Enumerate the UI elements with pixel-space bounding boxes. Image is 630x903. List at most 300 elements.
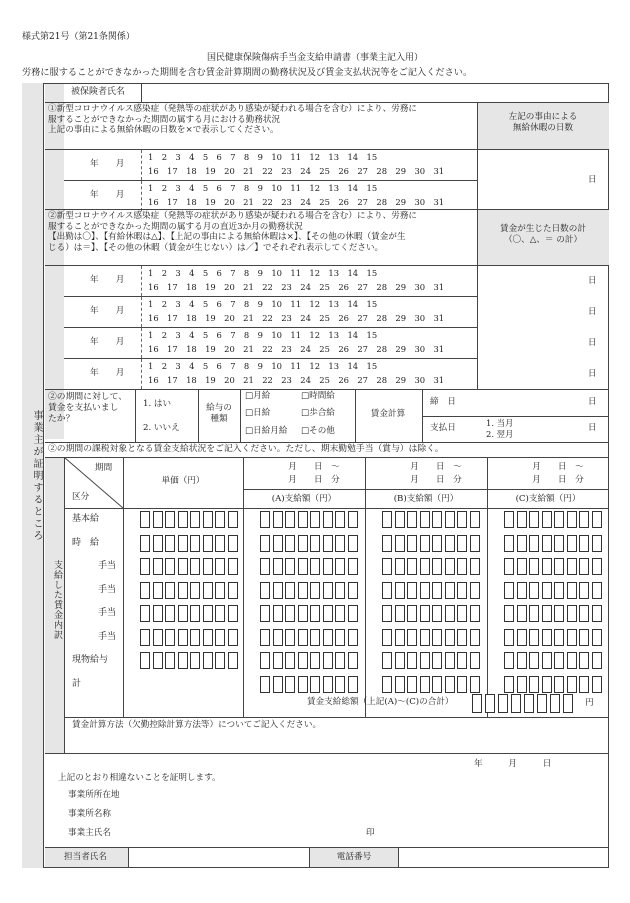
digit-box[interactable] bbox=[567, 535, 577, 552]
digit-box[interactable] bbox=[348, 535, 358, 552]
digit-box[interactable] bbox=[165, 582, 175, 599]
digit-box[interactable] bbox=[203, 629, 213, 646]
method-field[interactable] bbox=[64, 733, 609, 753]
digit-box[interactable] bbox=[517, 558, 527, 575]
digit-box[interactable] bbox=[335, 558, 345, 575]
digit-box[interactable] bbox=[445, 511, 455, 528]
total-digit-box[interactable] bbox=[524, 694, 534, 713]
digit-box[interactable] bbox=[310, 629, 320, 646]
digit-box[interactable] bbox=[567, 511, 577, 528]
digit-box[interactable] bbox=[285, 629, 295, 646]
digit-box[interactable] bbox=[335, 629, 345, 646]
digit-box[interactable] bbox=[407, 676, 417, 693]
period-date-from[interactable]: 月 日 〜 bbox=[288, 462, 340, 472]
phone-field[interactable] bbox=[400, 848, 608, 867]
digit-box[interactable] bbox=[228, 629, 238, 646]
digit-box[interactable] bbox=[592, 558, 602, 575]
digit-box[interactable] bbox=[140, 605, 150, 622]
digit-box[interactable] bbox=[203, 558, 213, 575]
digit-box[interactable] bbox=[153, 652, 163, 669]
digit-box[interactable] bbox=[140, 558, 150, 575]
digit-box[interactable] bbox=[335, 676, 345, 693]
digit-box[interactable] bbox=[395, 605, 405, 622]
digit-box[interactable] bbox=[529, 511, 539, 528]
digit-box[interactable] bbox=[228, 535, 238, 552]
digit-box[interactable] bbox=[579, 582, 589, 599]
s2-month-label[interactable]: 年 月 bbox=[90, 306, 125, 316]
digit-box[interactable] bbox=[140, 652, 150, 669]
digit-box[interactable] bbox=[190, 582, 200, 599]
digit-box[interactable] bbox=[529, 535, 539, 552]
period-date-to[interactable]: 月 日 分 bbox=[288, 475, 340, 485]
digit-box[interactable] bbox=[260, 605, 270, 622]
digit-box[interactable] bbox=[432, 629, 442, 646]
digit-box[interactable] bbox=[153, 511, 163, 528]
digit-box[interactable] bbox=[298, 652, 308, 669]
digit-box[interactable] bbox=[310, 582, 320, 599]
digit-box[interactable] bbox=[407, 652, 417, 669]
digit-box[interactable] bbox=[228, 582, 238, 599]
digit-box[interactable] bbox=[273, 629, 283, 646]
digit-box[interactable] bbox=[554, 629, 564, 646]
s1-days-row1[interactable]: 1 2 3 4 5 6 7 8 9 10 11 12 13 14 15 bbox=[148, 152, 378, 162]
digit-box[interactable] bbox=[470, 511, 480, 528]
digit-box[interactable] bbox=[395, 558, 405, 575]
digit-box[interactable] bbox=[335, 652, 345, 669]
digit-box[interactable] bbox=[445, 629, 455, 646]
method-label: 賃金計算方法（欠勤控除計算方法等）についてご記入ください。 bbox=[72, 720, 322, 730]
digit-box[interactable] bbox=[323, 629, 333, 646]
pay-yes[interactable]: 1. はい bbox=[143, 399, 172, 409]
digit-box[interactable] bbox=[579, 629, 589, 646]
digit-box[interactable] bbox=[445, 605, 455, 622]
digit-box[interactable] bbox=[260, 582, 270, 599]
digit-box[interactable] bbox=[178, 582, 188, 599]
digit-box[interactable] bbox=[567, 582, 577, 599]
s2-days-row2[interactable]: 16 17 18 19 20 21 22 23 24 25 26 27 28 29 30 31 bbox=[148, 313, 445, 323]
digit-box[interactable] bbox=[407, 535, 417, 552]
amount-header: (A)支給額（円） bbox=[271, 494, 337, 504]
digit-box[interactable] bbox=[592, 676, 602, 693]
digit-box[interactable] bbox=[567, 629, 577, 646]
digit-box[interactable] bbox=[592, 535, 602, 552]
digit-box[interactable] bbox=[457, 582, 467, 599]
digit-box[interactable] bbox=[542, 652, 552, 669]
digit-box[interactable] bbox=[420, 652, 430, 669]
digit-box[interactable] bbox=[323, 535, 333, 552]
digit-box[interactable] bbox=[445, 582, 455, 599]
digit-box[interactable] bbox=[542, 511, 552, 528]
digit-box[interactable] bbox=[542, 535, 552, 552]
digit-box[interactable] bbox=[298, 535, 308, 552]
digit-box[interactable] bbox=[178, 652, 188, 669]
total-digit-box[interactable] bbox=[511, 694, 521, 713]
digit-box[interactable] bbox=[567, 605, 577, 622]
digit-box[interactable] bbox=[432, 535, 442, 552]
digit-box[interactable] bbox=[153, 535, 163, 552]
digit-box[interactable] bbox=[457, 676, 467, 693]
digit-box[interactable] bbox=[420, 535, 430, 552]
digit-box[interactable] bbox=[517, 511, 527, 528]
digit-box[interactable] bbox=[432, 676, 442, 693]
digit-box[interactable] bbox=[310, 652, 320, 669]
digit-box[interactable] bbox=[323, 652, 333, 669]
digit-box[interactable] bbox=[190, 629, 200, 646]
digit-box[interactable] bbox=[432, 652, 442, 669]
digit-box[interactable] bbox=[529, 629, 539, 646]
s2-days-row2[interactable]: 16 17 18 19 20 21 22 23 24 25 26 27 28 29 30 31 bbox=[148, 375, 445, 385]
digit-box[interactable] bbox=[323, 605, 333, 622]
digit-box[interactable] bbox=[215, 558, 225, 575]
digit-box[interactable] bbox=[592, 605, 602, 622]
digit-box[interactable] bbox=[285, 582, 295, 599]
digit-box[interactable] bbox=[554, 511, 564, 528]
total-digit-box[interactable] bbox=[472, 694, 482, 713]
digit-box[interactable] bbox=[273, 605, 283, 622]
digit-box[interactable] bbox=[470, 629, 480, 646]
s1-days-row2[interactable]: 16 17 18 19 20 21 22 23 24 25 26 27 28 29 30 31 bbox=[148, 166, 445, 176]
s2-days-row1[interactable]: 1 2 3 4 5 6 7 8 9 10 11 12 13 14 15 bbox=[148, 330, 378, 340]
digit-box[interactable] bbox=[579, 652, 589, 669]
digit-box[interactable] bbox=[165, 652, 175, 669]
period-date-from[interactable]: 月 日 〜 bbox=[410, 462, 462, 472]
digit-box[interactable] bbox=[445, 652, 455, 669]
digit-box[interactable] bbox=[457, 558, 467, 575]
digit-box[interactable] bbox=[407, 511, 417, 528]
s2-days-row1[interactable]: 1 2 3 4 5 6 7 8 9 10 11 12 13 14 15 bbox=[148, 268, 378, 278]
digit-box[interactable] bbox=[445, 558, 455, 575]
digit-box[interactable] bbox=[542, 582, 552, 599]
digit-box[interactable] bbox=[323, 511, 333, 528]
digit-box[interactable] bbox=[348, 511, 358, 528]
digit-box[interactable] bbox=[542, 605, 552, 622]
business-name-label: 事業所名称 bbox=[68, 809, 111, 819]
digit-box[interactable] bbox=[298, 605, 308, 622]
digit-box[interactable] bbox=[260, 676, 270, 693]
digit-box[interactable] bbox=[190, 605, 200, 622]
type-monthly[interactable]: □月給 bbox=[245, 391, 271, 401]
digit-box[interactable] bbox=[310, 676, 320, 693]
digit-box[interactable] bbox=[285, 558, 295, 575]
digit-box[interactable] bbox=[517, 605, 527, 622]
digit-box[interactable] bbox=[382, 605, 392, 622]
digit-box[interactable] bbox=[504, 629, 514, 646]
digit-box[interactable] bbox=[298, 676, 308, 693]
digit-box[interactable] bbox=[432, 558, 442, 575]
digit-box[interactable] bbox=[178, 511, 188, 528]
digit-box[interactable] bbox=[310, 535, 320, 552]
total-digit-box[interactable] bbox=[537, 694, 547, 713]
digit-box[interactable] bbox=[529, 558, 539, 575]
digit-box[interactable] bbox=[470, 558, 480, 575]
digit-box[interactable] bbox=[579, 535, 589, 552]
type-piece[interactable]: □歩合給 bbox=[301, 408, 335, 418]
digit-box[interactable] bbox=[529, 652, 539, 669]
digit-box[interactable] bbox=[407, 582, 417, 599]
type-other[interactable]: □その他 bbox=[301, 426, 335, 436]
digit-box[interactable] bbox=[504, 582, 514, 599]
digit-box[interactable] bbox=[432, 605, 442, 622]
period-date-to[interactable]: 月 日 分 bbox=[410, 475, 462, 485]
digit-box[interactable] bbox=[178, 605, 188, 622]
digit-box[interactable] bbox=[579, 676, 589, 693]
digit-box[interactable] bbox=[215, 535, 225, 552]
digit-box[interactable] bbox=[529, 676, 539, 693]
digit-box[interactable] bbox=[457, 629, 467, 646]
digit-box[interactable] bbox=[554, 676, 564, 693]
digit-box[interactable] bbox=[298, 629, 308, 646]
digit-box[interactable] bbox=[203, 605, 213, 622]
digit-box[interactable] bbox=[165, 629, 175, 646]
digit-box[interactable] bbox=[445, 535, 455, 552]
digit-box[interactable] bbox=[395, 511, 405, 528]
digit-box[interactable] bbox=[470, 605, 480, 622]
digit-box[interactable] bbox=[165, 535, 175, 552]
digit-box[interactable] bbox=[178, 629, 188, 646]
digit-box[interactable] bbox=[517, 535, 527, 552]
digit-box[interactable] bbox=[228, 511, 238, 528]
digit-box[interactable] bbox=[285, 535, 295, 552]
digit-box[interactable] bbox=[470, 582, 480, 599]
digit-box[interactable] bbox=[529, 582, 539, 599]
digit-box[interactable] bbox=[542, 558, 552, 575]
digit-box[interactable] bbox=[165, 605, 175, 622]
digit-box[interactable] bbox=[382, 558, 392, 575]
digit-box[interactable] bbox=[407, 605, 417, 622]
digit-box[interactable] bbox=[260, 535, 270, 552]
digit-box[interactable] bbox=[273, 511, 283, 528]
digit-box[interactable] bbox=[273, 652, 283, 669]
digit-box[interactable] bbox=[420, 629, 430, 646]
digit-box[interactable] bbox=[382, 582, 392, 599]
s1-month-label[interactable]: 年 月 bbox=[90, 159, 125, 169]
pay-month-options[interactable]: 1. 当月 2. 翌月 bbox=[486, 418, 514, 439]
digit-box[interactable] bbox=[153, 582, 163, 599]
digit-box[interactable] bbox=[470, 676, 480, 693]
digit-box[interactable] bbox=[310, 605, 320, 622]
digit-box[interactable] bbox=[215, 652, 225, 669]
digit-box[interactable] bbox=[335, 605, 345, 622]
digit-box[interactable] bbox=[228, 558, 238, 575]
total-digit-box[interactable] bbox=[498, 694, 508, 713]
digit-box[interactable] bbox=[140, 629, 150, 646]
digit-box[interactable] bbox=[592, 582, 602, 599]
digit-box[interactable] bbox=[420, 511, 430, 528]
digit-box[interactable] bbox=[517, 629, 527, 646]
digit-box[interactable] bbox=[529, 605, 539, 622]
s2-days-row1[interactable]: 1 2 3 4 5 6 7 8 9 10 11 12 13 14 15 bbox=[148, 299, 378, 309]
digit-box[interactable] bbox=[395, 582, 405, 599]
digit-box[interactable] bbox=[457, 652, 467, 669]
digit-box[interactable] bbox=[215, 629, 225, 646]
digit-box[interactable] bbox=[382, 652, 392, 669]
digit-box[interactable] bbox=[335, 511, 345, 528]
digit-box[interactable] bbox=[140, 582, 150, 599]
s2-month-label[interactable]: 年 月 bbox=[90, 275, 125, 285]
digit-box[interactable] bbox=[323, 582, 333, 599]
digit-box[interactable] bbox=[395, 535, 405, 552]
digit-box[interactable] bbox=[348, 676, 358, 693]
digit-box[interactable] bbox=[203, 511, 213, 528]
insured-name-field[interactable] bbox=[141, 84, 609, 102]
digit-box[interactable] bbox=[382, 511, 392, 528]
digit-box[interactable] bbox=[504, 605, 514, 622]
digit-box[interactable] bbox=[215, 582, 225, 599]
digit-box[interactable] bbox=[215, 511, 225, 528]
digit-box[interactable] bbox=[285, 605, 295, 622]
type-daily[interactable]: □日給 bbox=[245, 408, 271, 418]
digit-box[interactable] bbox=[178, 535, 188, 552]
digit-box[interactable] bbox=[273, 558, 283, 575]
digit-box[interactable] bbox=[260, 511, 270, 528]
digit-box[interactable] bbox=[298, 558, 308, 575]
period-date-to[interactable]: 月 日 分 bbox=[532, 475, 584, 485]
digit-box[interactable] bbox=[140, 511, 150, 528]
digit-box[interactable] bbox=[517, 582, 527, 599]
digit-box[interactable] bbox=[420, 582, 430, 599]
digit-box[interactable] bbox=[432, 511, 442, 528]
s1-days-row1[interactable]: 1 2 3 4 5 6 7 8 9 10 11 12 13 14 15 bbox=[148, 183, 378, 193]
digit-box[interactable] bbox=[407, 558, 417, 575]
cert-date[interactable]: 年 月 日 bbox=[474, 759, 552, 769]
digit-box[interactable] bbox=[260, 629, 270, 646]
s2-days-row2[interactable]: 16 17 18 19 20 21 22 23 24 25 26 27 28 29 30 31 bbox=[148, 282, 445, 292]
pay-no[interactable]: 2. いいえ bbox=[143, 423, 180, 433]
digit-box[interactable] bbox=[228, 652, 238, 669]
digit-box[interactable] bbox=[554, 535, 564, 552]
digit-box[interactable] bbox=[457, 511, 467, 528]
digit-box[interactable] bbox=[348, 629, 358, 646]
digit-box[interactable] bbox=[420, 676, 430, 693]
s2-days-row1[interactable]: 1 2 3 4 5 6 7 8 9 10 11 12 13 14 15 bbox=[148, 361, 378, 371]
digit-box[interactable] bbox=[310, 558, 320, 575]
section2-text: ②新型コロナウイルス感染症（発熱等の症状があり感染が疑われる場合を含む）により、労務に 服することができなかった期間の属する月の直近3か月の勤務状況 【出勤は〇】、【有給休暇は△】、【上記の事由による無給休暇は×】、【その他の休暇（賃金が生 じる）は＝】、【その他の休暇（賃金が生じない）は／】でそれぞれ表示してください。 bbox=[48, 211, 418, 254]
digit-box[interactable] bbox=[420, 558, 430, 575]
digit-box[interactable] bbox=[260, 652, 270, 669]
digit-box[interactable] bbox=[348, 605, 358, 622]
s2-days-row2[interactable]: 16 17 18 19 20 21 22 23 24 25 26 27 28 29 30 31 bbox=[148, 344, 445, 354]
digit-box[interactable] bbox=[554, 605, 564, 622]
digit-box[interactable] bbox=[567, 558, 577, 575]
digit-box[interactable] bbox=[554, 582, 564, 599]
digit-box[interactable] bbox=[504, 676, 514, 693]
total-digit-box[interactable] bbox=[563, 694, 573, 713]
period-date-from[interactable]: 月 日 〜 bbox=[532, 462, 584, 472]
s1-days-row2[interactable]: 16 17 18 19 20 21 22 23 24 25 26 27 28 29 30 31 bbox=[148, 197, 445, 207]
digit-box[interactable] bbox=[382, 676, 392, 693]
digit-box[interactable] bbox=[273, 535, 283, 552]
digit-box[interactable] bbox=[153, 605, 163, 622]
digit-box[interactable] bbox=[567, 676, 577, 693]
digit-box[interactable] bbox=[190, 535, 200, 552]
digit-box[interactable] bbox=[382, 629, 392, 646]
digit-box[interactable] bbox=[203, 535, 213, 552]
digit-box[interactable] bbox=[504, 652, 514, 669]
digit-box[interactable] bbox=[542, 676, 552, 693]
digit-box[interactable] bbox=[395, 652, 405, 669]
digit-box[interactable] bbox=[190, 652, 200, 669]
s2-month-label[interactable]: 年 月 bbox=[90, 368, 125, 378]
total-digit-box[interactable] bbox=[485, 694, 495, 713]
s2-month-label[interactable]: 年 月 bbox=[90, 337, 125, 347]
form-title: 国民健康保険傷病手当金支給申請書（事業主記入用） bbox=[206, 53, 423, 63]
digit-box[interactable] bbox=[407, 629, 417, 646]
digit-box[interactable] bbox=[592, 511, 602, 528]
digit-box[interactable] bbox=[285, 511, 295, 528]
digit-box[interactable] bbox=[567, 652, 577, 669]
digit-box[interactable] bbox=[432, 582, 442, 599]
digit-box[interactable] bbox=[592, 629, 602, 646]
digit-box[interactable] bbox=[273, 676, 283, 693]
digit-box[interactable] bbox=[323, 558, 333, 575]
digit-box[interactable] bbox=[348, 558, 358, 575]
digit-box[interactable] bbox=[165, 511, 175, 528]
digit-box[interactable] bbox=[457, 605, 467, 622]
digit-box[interactable] bbox=[348, 582, 358, 599]
digit-box[interactable] bbox=[554, 558, 564, 575]
type-daily-monthly[interactable]: □日給月給 bbox=[245, 426, 288, 436]
digit-box[interactable] bbox=[285, 652, 295, 669]
digit-box[interactable] bbox=[579, 511, 589, 528]
digit-box[interactable] bbox=[298, 511, 308, 528]
digit-box[interactable] bbox=[153, 558, 163, 575]
digit-box[interactable] bbox=[470, 535, 480, 552]
digit-box[interactable] bbox=[542, 629, 552, 646]
digit-box[interactable] bbox=[260, 558, 270, 575]
digit-box[interactable] bbox=[457, 535, 467, 552]
digit-box[interactable] bbox=[203, 582, 213, 599]
digit-box[interactable] bbox=[153, 629, 163, 646]
contact-person-field[interactable] bbox=[129, 848, 309, 867]
s1-month-label[interactable]: 年 月 bbox=[90, 190, 125, 200]
digit-box[interactable] bbox=[165, 558, 175, 575]
digit-box[interactable] bbox=[504, 511, 514, 528]
digit-box[interactable] bbox=[395, 629, 405, 646]
digit-box[interactable] bbox=[395, 676, 405, 693]
digit-box[interactable] bbox=[335, 535, 345, 552]
digit-box[interactable] bbox=[178, 558, 188, 575]
digit-box[interactable] bbox=[140, 535, 150, 552]
digit-box[interactable] bbox=[504, 558, 514, 575]
digit-box[interactable] bbox=[298, 582, 308, 599]
digit-box[interactable] bbox=[273, 582, 283, 599]
digit-box[interactable] bbox=[517, 676, 527, 693]
digit-box[interactable] bbox=[190, 511, 200, 528]
digit-box[interactable] bbox=[382, 535, 392, 552]
digit-box[interactable] bbox=[579, 605, 589, 622]
total-digit-box[interactable] bbox=[550, 694, 560, 713]
digit-box[interactable] bbox=[228, 605, 238, 622]
digit-box[interactable] bbox=[445, 676, 455, 693]
digit-box[interactable] bbox=[517, 652, 527, 669]
digit-box[interactable] bbox=[579, 558, 589, 575]
digit-box[interactable] bbox=[190, 558, 200, 575]
digit-box[interactable] bbox=[504, 535, 514, 552]
digit-box[interactable] bbox=[420, 605, 430, 622]
digit-box[interactable] bbox=[323, 676, 333, 693]
digit-box[interactable] bbox=[335, 582, 345, 599]
digit-box[interactable] bbox=[554, 652, 564, 669]
digit-box[interactable] bbox=[470, 652, 480, 669]
digit-box[interactable] bbox=[203, 652, 213, 669]
digit-box[interactable] bbox=[348, 652, 358, 669]
digit-box[interactable] bbox=[310, 511, 320, 528]
digit-box[interactable] bbox=[592, 652, 602, 669]
pay-day-label: 支払日 bbox=[430, 423, 456, 433]
type-hourly[interactable]: □時間給 bbox=[301, 391, 335, 401]
digit-box[interactable] bbox=[215, 605, 225, 622]
digit-box[interactable] bbox=[285, 676, 295, 693]
